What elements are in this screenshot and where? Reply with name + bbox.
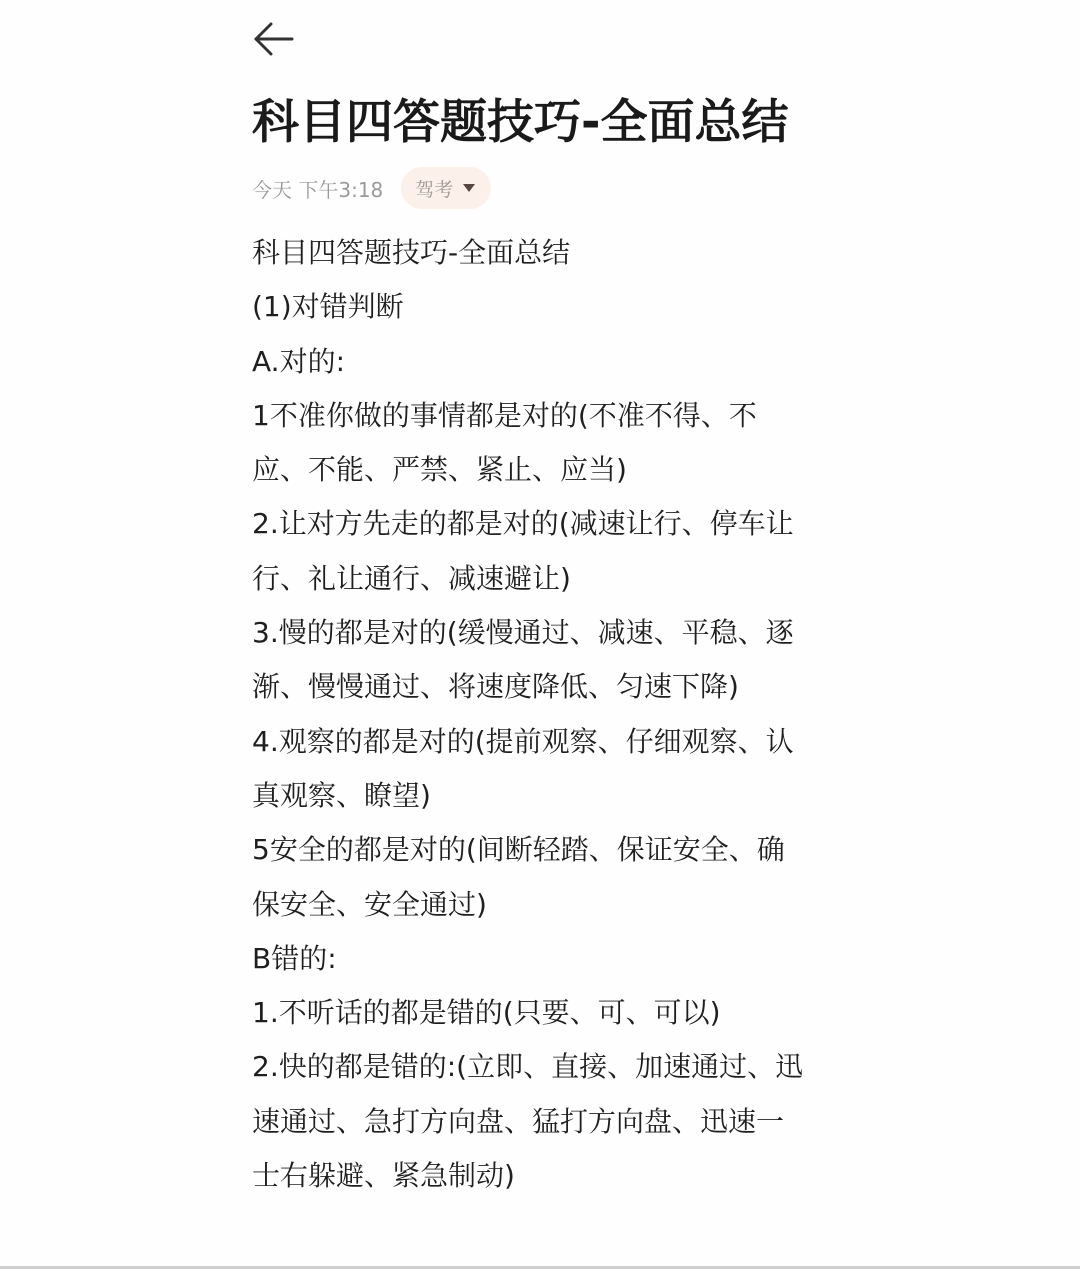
body-line: B错的:	[252, 941, 337, 975]
back-arrow-icon	[250, 18, 296, 60]
note-timestamp: 今天 下午3:18	[252, 177, 384, 202]
category-label: 驾考	[415, 178, 454, 201]
body-line: 速通过、急打方向盘、猛打方向盘、迅速一	[252, 1104, 785, 1138]
note-body	[252, 226, 852, 1203]
note-meta	[252, 166, 491, 210]
body-line: 行、礼让通行、减速避让)	[252, 561, 571, 595]
body-line: 1.不听话的都是错的(只要、可、可以)	[252, 996, 721, 1030]
body-line: A.对的:	[252, 344, 345, 378]
body-line: 4.观察的都是对的(提前观察、仔细观察、认	[252, 724, 794, 758]
body-line: 保安全、安全通过)	[252, 887, 487, 921]
body-line: 渐、慢慢通过、将速度降低、匀速下降)	[252, 670, 739, 704]
category-dropdown[interactable]	[401, 167, 491, 209]
body-line: 2.快的都是错的:(立即、直接、加速通过、迅	[252, 1050, 804, 1084]
body-line: 1不准你做的事情都是对的(不准不得、不	[252, 398, 757, 432]
body-line: 科目四答题技巧-全面总结	[252, 236, 571, 269]
body-line: 2.让对方先走的都是对的(减速让行、停车让	[252, 507, 794, 541]
body-line: 士右躲避、紧急制动)	[252, 1159, 515, 1193]
body-line: 5安全的都是对的(间断轻踏、保证安全、确	[252, 833, 785, 867]
note-title: 科目四答题技巧-全面总结	[252, 95, 789, 150]
body-line: 应、不能、严禁、紧止、应当)	[252, 453, 627, 487]
caret-down-icon	[463, 184, 475, 192]
body-line: (1)对错判断	[252, 290, 404, 324]
body-line: 真观察、瞭望)	[252, 778, 431, 812]
body-line: 3.慢的都是对的(缓慢通过、减速、平稳、逐	[252, 616, 794, 650]
back-button[interactable]	[250, 18, 296, 60]
